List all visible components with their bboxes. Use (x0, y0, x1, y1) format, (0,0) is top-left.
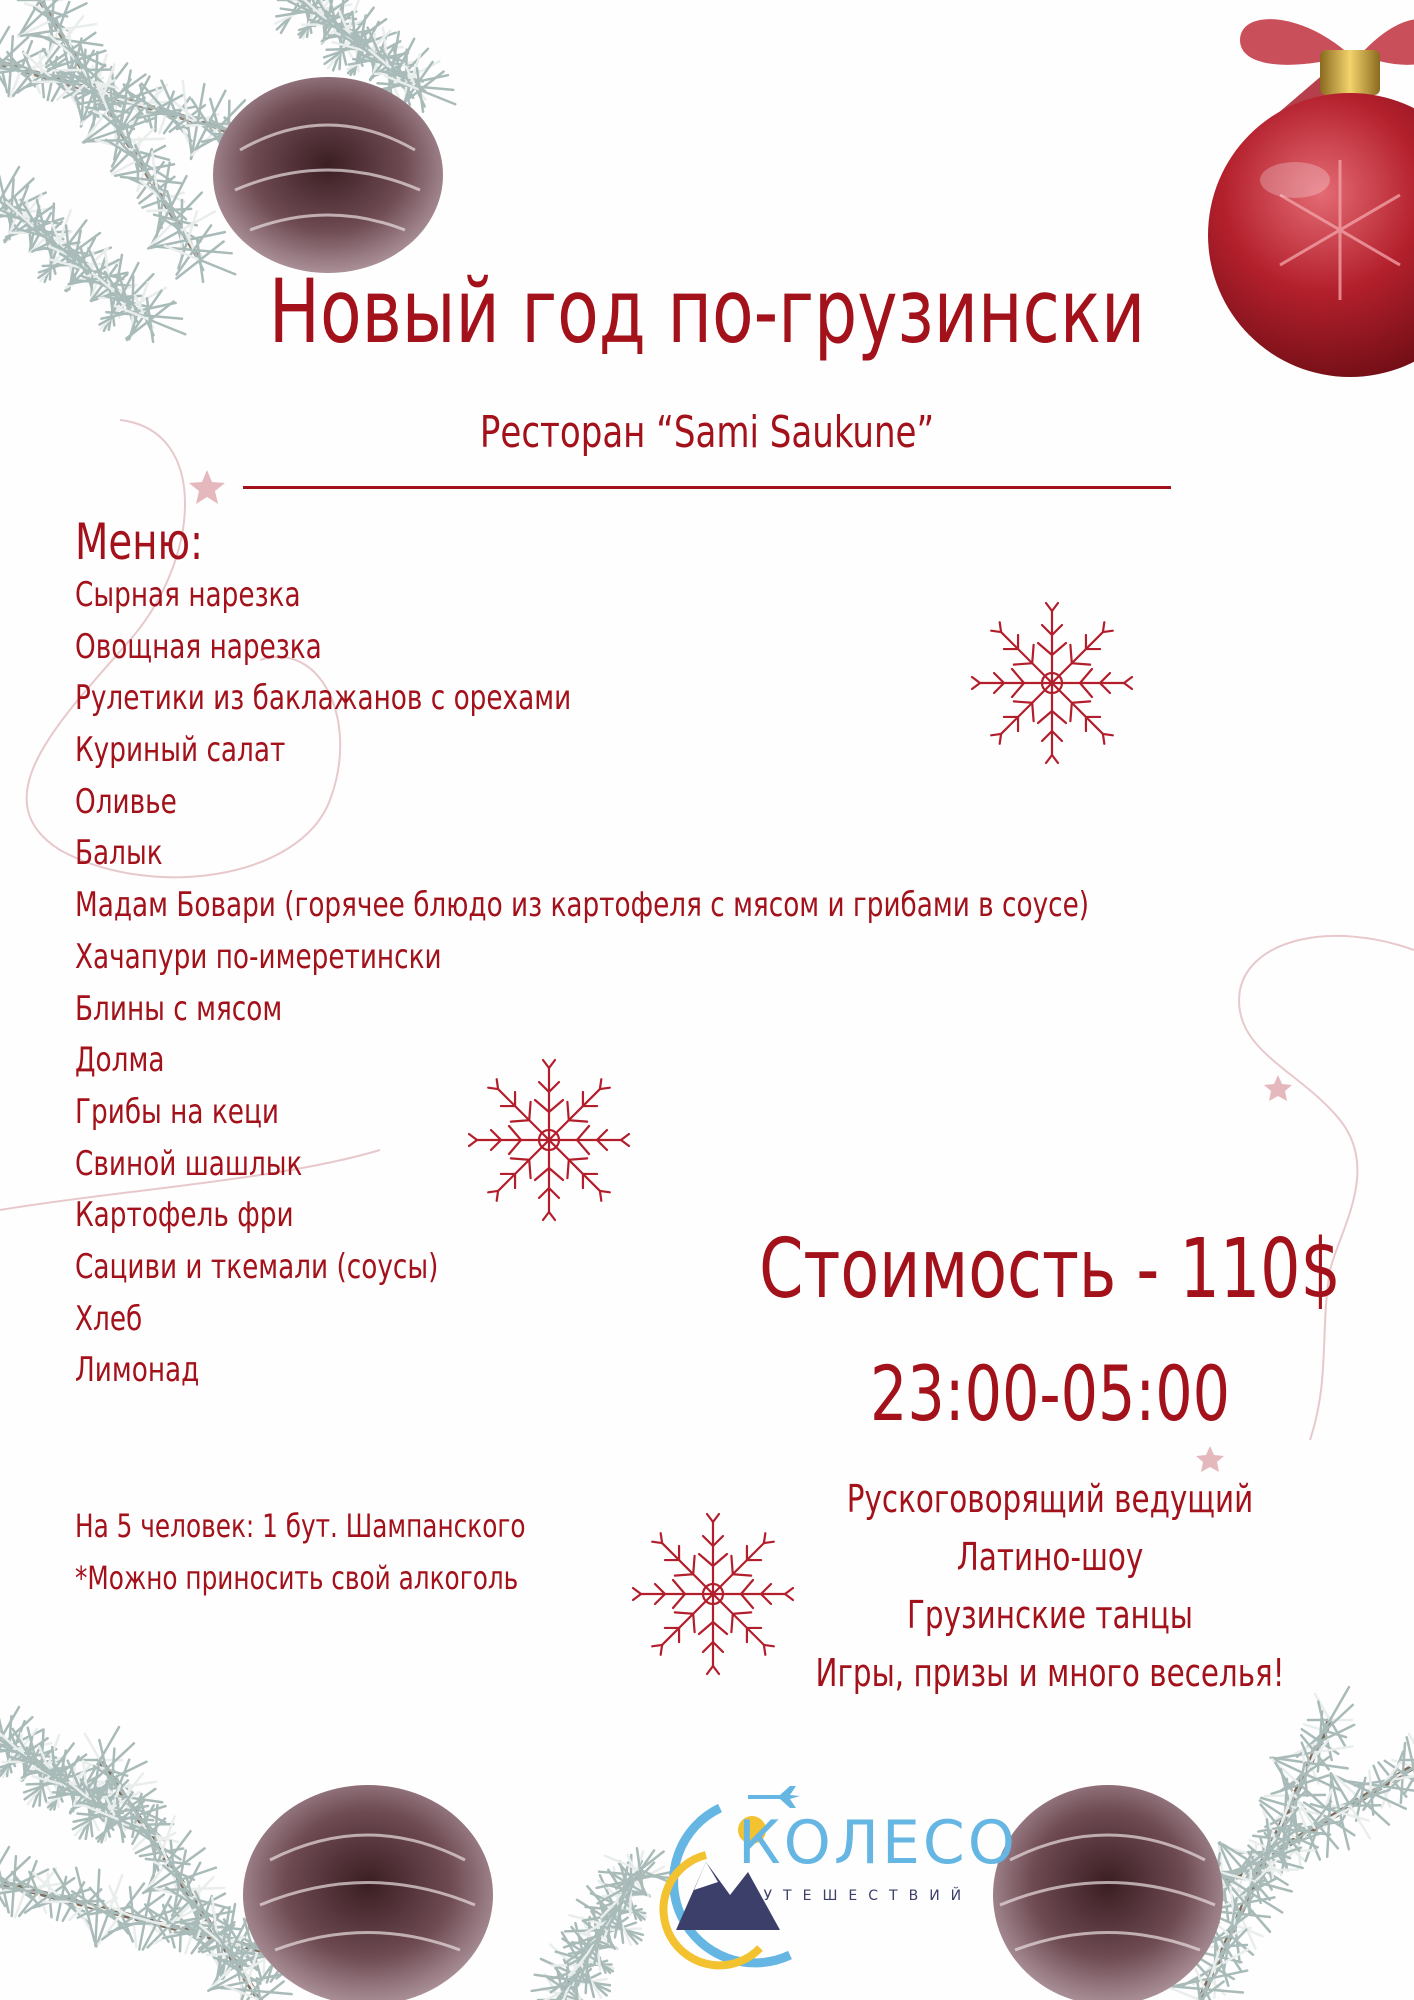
champagne-note: На 5 человек: 1 бут. Шампанского (75, 1507, 526, 1545)
menu-item: Блины с мясом (75, 988, 283, 1029)
logo-tagline: ПУТЕШЕСТВИЙ (742, 1888, 973, 1904)
price: Стоимость - 110$ (759, 1222, 1341, 1317)
menu-item: Балык (75, 833, 163, 874)
menu-item: Рулетики из баклажанов с орехами (75, 678, 572, 719)
menu-item: Картофель фри (75, 1195, 294, 1236)
menu-item: Овощная нарезка (75, 626, 322, 667)
feature-item: Рускоговорящий ведущий (846, 1477, 1254, 1521)
menu-item: Грибы на кеци (75, 1091, 279, 1132)
menu-heading: Меню: (75, 513, 204, 571)
menu-item: Лимонад (75, 1350, 200, 1391)
menu-item: Хлеб (75, 1298, 143, 1339)
restaurant-name: Ресторан “Sami Saukune” (479, 407, 935, 458)
menu-item: Оливье (75, 781, 177, 822)
menu-item: Сациви и ткемали (соусы) (75, 1246, 439, 1287)
logo-name: КОЛЕСО (738, 1808, 1018, 1878)
alcohol-note: *Можно приносить свой алкоголь (75, 1559, 519, 1597)
menu-item: Долма (75, 1040, 165, 1081)
menu-item: Сырная нарезка (75, 575, 301, 615)
menu-item: Хачапури по-имеретински (75, 936, 442, 977)
feature-item: Игры, призы и много веселья! (815, 1651, 1285, 1695)
event-time: 23:00-05:00 (869, 1349, 1231, 1438)
airplane-icon (748, 1786, 800, 1808)
page-title: Новый год по-грузински (268, 260, 1146, 363)
menu-item: Куриный салат (75, 730, 286, 771)
menu-item: Свиной шашлык (75, 1143, 303, 1184)
feature-item: Грузинские танцы (906, 1593, 1194, 1637)
feature-item: Латино-шоу (956, 1535, 1144, 1579)
menu-item: Мадам Бовари (горячее блюдо из картофеля с мясом и грибами в соусе) (75, 885, 1090, 926)
